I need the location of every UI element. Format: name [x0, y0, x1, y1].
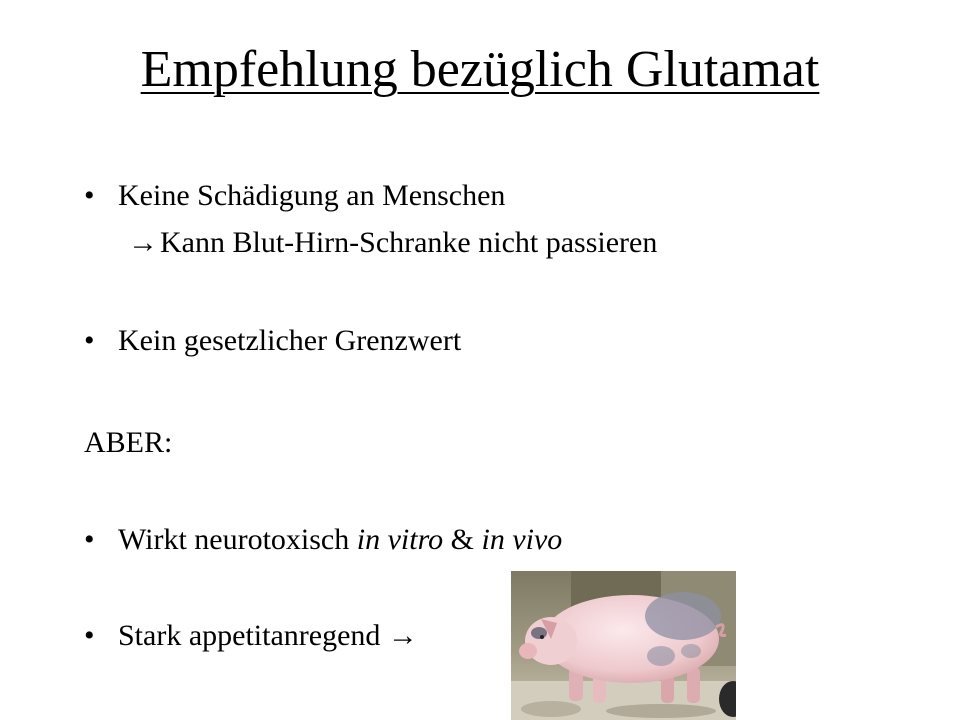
sub-point-blood-brain-barrier: [128, 225, 657, 261]
sub-point-text: Kann Blut-Hirn-Schranke nicht passieren: [160, 226, 658, 259]
neurotoxic-text: Wirkt neurotoxisch: [118, 523, 357, 556]
in-vivo-text: in vivo: [481, 523, 563, 556]
in-vitro-text: in vitro: [356, 523, 444, 556]
bullet-neurotoxic: [118, 522, 562, 558]
arrow-right-icon: →: [128, 226, 158, 259]
bullet-marker: •: [84, 324, 95, 357]
appetite-text: Stark appetitanregend: [118, 619, 388, 652]
ampersand-text: &: [443, 523, 482, 556]
bullet-marker: •: [84, 179, 95, 212]
pig-photo: [511, 571, 736, 720]
bullet-marker: •: [84, 619, 95, 652]
aber-label: ABER:: [84, 426, 173, 459]
slide-title: Empfehlung bezüglich Glutamat: [140, 41, 820, 98]
bullet-no-harm: Keine Schädigung an Menschen: [118, 179, 506, 212]
bullet-no-limit: Kein gesetzlicher Grenzwert: [118, 324, 462, 357]
arrow-right-icon: →: [387, 619, 418, 652]
bullet-marker: •: [84, 523, 95, 556]
pig-illustration: [511, 571, 736, 720]
bullet-appetite: [118, 618, 418, 654]
